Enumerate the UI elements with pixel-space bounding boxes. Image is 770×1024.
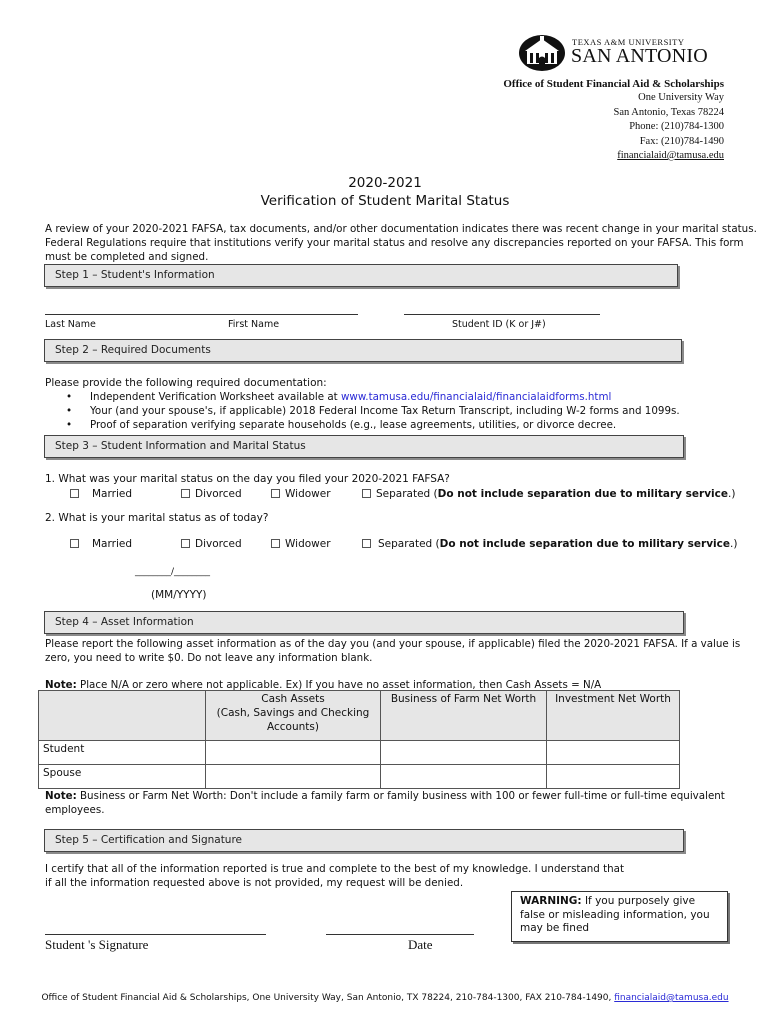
- question-1: 1. What was your marital status on the day you filed your 2020-2021 FAFSA?: [45, 473, 450, 485]
- warning-label: WARNING:: [520, 895, 582, 907]
- university-logo: [518, 34, 723, 72]
- q1-divorced-option[interactable]: Divorced: [181, 487, 242, 501]
- form-year: 2020-2021: [348, 175, 422, 191]
- list-item: [66, 390, 680, 404]
- q2-widower-option[interactable]: Widower: [271, 537, 331, 551]
- question-2: 2. What is your marital status as of today?: [45, 512, 269, 524]
- intro-line-1: A review of your 2020-2021 FAFSA, tax documents, and/or other documentation indicates there was recent change in your marital status.: [45, 223, 757, 235]
- email-link[interactable]: financialaid@tamusa.edu: [617, 150, 724, 162]
- certification-line-1: I certify that all of the information reported is true and complete to the best of my knowledge. I understand that: [45, 863, 625, 875]
- checkbox[interactable]: [70, 489, 79, 498]
- intro-line-3: must be completed and signed.: [45, 251, 209, 263]
- list-item: [66, 418, 680, 432]
- bullet1-text: Independent Verification Worksheet available at: [90, 391, 341, 403]
- date-line[interactable]: [326, 934, 474, 935]
- phone: Phone: (210)784-1300: [629, 121, 724, 133]
- student-investment-input[interactable]: [547, 741, 680, 765]
- step5-header: Step 5 – Certification and Signature: [44, 829, 684, 852]
- forms-link[interactable]: www.tamusa.edu/financialaid/financialaidforms.html: [340, 391, 612, 403]
- office-address-block: [503, 77, 724, 163]
- warning-box: [511, 891, 728, 942]
- step4-note: Note: Place N/A or zero where not applicable. Ex) If you have no asset information, then Cash Assets = N/A: [45, 679, 602, 691]
- student-cash-input[interactable]: [206, 741, 381, 765]
- spouse-cash-input[interactable]: [206, 765, 381, 789]
- row-student-label: Student: [39, 741, 206, 765]
- checkbox[interactable]: [181, 489, 190, 498]
- q1-married-option[interactable]: Married: [70, 487, 132, 501]
- student-id-line[interactable]: [404, 314, 600, 315]
- checkbox[interactable]: [362, 489, 371, 498]
- step1-header: Step 1 – Student's Information: [44, 264, 678, 287]
- col-investment-net-worth: Investment Net Worth: [547, 691, 680, 741]
- step3-header: Step 3 – Student Information and Marital Status: [44, 435, 684, 458]
- form-title: Verification of Student Marital Status: [260, 193, 510, 209]
- bullet-icon: •: [66, 405, 73, 417]
- checkbox[interactable]: [271, 539, 280, 548]
- q1-widower-option[interactable]: Widower: [271, 487, 331, 501]
- intro-line-2: Federal Regulations require that institutions verify your marital status and resolve any discrepancies reported on your FAFSA. This form: [45, 237, 744, 249]
- q2-separated-option[interactable]: Separated (Do not include separation due to military service.): [362, 537, 737, 551]
- row-spouse-label: Spouse: [39, 765, 206, 789]
- footer-text: Office of Student Financial Aid & Scholarships, One University Way, San Antonio, TX 78224, 210-784-1300, FAX 210-784-1490,: [41, 993, 615, 1003]
- fax: Fax: (210)784-1490: [639, 135, 724, 147]
- footer-email-link[interactable]: financialaid@tamusa.edu: [614, 993, 729, 1003]
- office-name: Office of Student Financial Aid & Scholarships: [503, 78, 724, 90]
- step4-note-2: Note: Business or Farm Net Worth: Don't include a family farm or family business with 100 or fewer full-time or full-time equivalent: [45, 790, 725, 802]
- page-footer: [0, 993, 770, 1003]
- bullet2-text: Your (and your spouse's, if applicable) 2018 Federal Income Tax Return Transcript, including W-2 forms and 1099s.: [90, 405, 680, 417]
- step2-lead: Please provide the following required documentation:: [45, 377, 327, 389]
- first-name-label: First Name: [228, 319, 280, 330]
- document-list: [66, 390, 680, 432]
- checkbox[interactable]: [70, 539, 79, 548]
- checkbox[interactable]: [181, 539, 190, 548]
- checkbox[interactable]: [271, 489, 280, 498]
- student-farm-input[interactable]: [381, 741, 547, 765]
- status-date-blank[interactable]: ________/________: [135, 567, 211, 577]
- q2-married-option[interactable]: Married: [70, 537, 132, 551]
- logo-main-text: SAN ANTONIO: [571, 45, 708, 67]
- building-emblem-icon: [518, 34, 566, 72]
- step4-text-2: zero, you need to write $0. Do not leave any information blank.: [45, 652, 373, 664]
- col-cash-assets: Cash Assets (Cash, Savings and Checking Accounts): [206, 691, 381, 741]
- logo-top-text: TEXAS A&M UNIVERSITY: [572, 37, 685, 47]
- bullet-icon: •: [66, 419, 73, 431]
- checkbox[interactable]: [362, 539, 371, 548]
- bullet-icon: •: [66, 391, 73, 403]
- warning-text: If you purposely give false or misleading information, you may be fined: [520, 895, 710, 934]
- asset-table: [38, 690, 680, 789]
- signature-line[interactable]: [45, 934, 266, 935]
- address-line-1: One University Way: [638, 92, 724, 104]
- step4-header: Step 4 – Asset Information: [44, 611, 684, 634]
- q2-divorced-option[interactable]: Divorced: [181, 537, 242, 551]
- last-name-label: Last Name: [45, 319, 96, 330]
- spouse-investment-input[interactable]: [547, 765, 680, 789]
- list-item: [66, 404, 680, 418]
- signature-label: Student 's Signature: [45, 937, 149, 952]
- date-label: Date: [408, 937, 433, 952]
- address-line-2: San Antonio, Texas 78224: [613, 106, 724, 118]
- certification-line-2: if all the information requested above is not provided, my request will be denied.: [45, 877, 464, 889]
- step4-text-1: Please report the following asset information as of the day you (and your spouse, if applicable) filed the 2020-2021 FAFSA. If a value is: [45, 638, 741, 650]
- last-first-name-line[interactable]: [45, 314, 358, 315]
- step4-note-2-line2: employees.: [45, 804, 105, 816]
- table-corner: [39, 691, 206, 741]
- date-format-hint: (MM/YYYY): [151, 589, 207, 601]
- spouse-farm-input[interactable]: [381, 765, 547, 789]
- bullet3-text: Proof of separation verifying separate households (e.g., lease agreements, utilities, or divorce decree.: [90, 419, 617, 431]
- q1-separated-option[interactable]: Separated (Do not include separation due to military service.): [362, 487, 735, 501]
- col-farm-net-worth: Business of Farm Net Worth: [381, 691, 547, 741]
- student-id-label: Student ID (K or J#): [452, 319, 546, 330]
- step2-header: Step 2 – Required Documents: [44, 339, 682, 362]
